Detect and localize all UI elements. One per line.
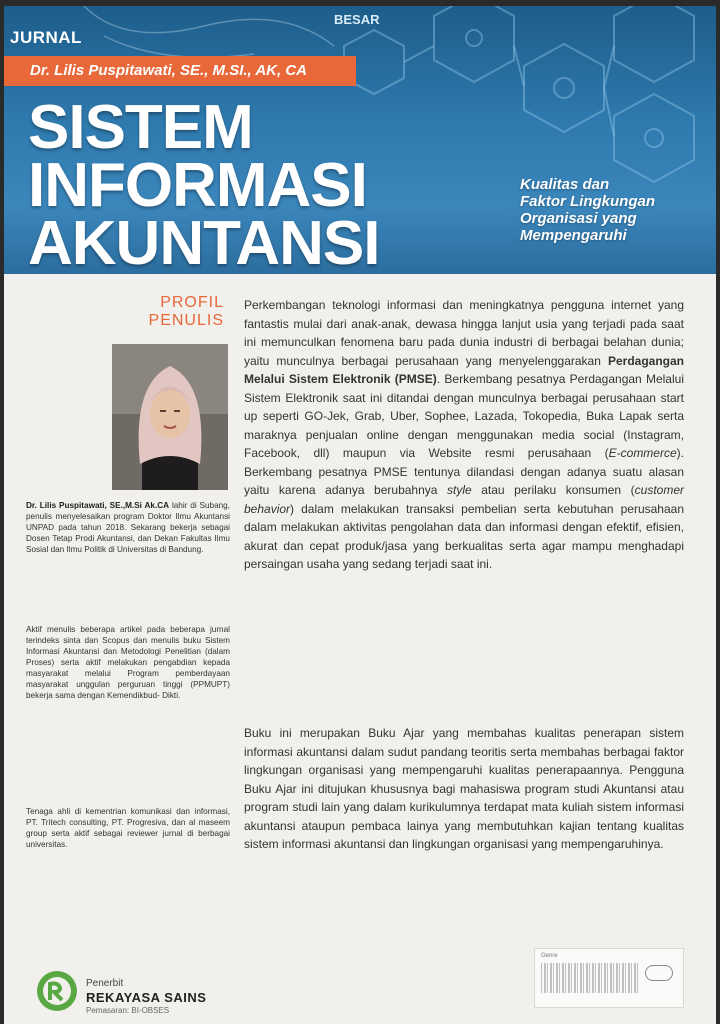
p1-text-e: ) dalam melakukan transaksi pembelian serta kebutuhan perusahaan dalam melakukan aktivitas pengolahan data dan informasi dengan efektif, efisien, akurat dan cepat produk/jasa yang berkualitas serta agar mampu menghadapi persaingan usaha yang sedang terjadi saat ini. [244, 501, 684, 571]
author-photo [112, 344, 228, 490]
price-circle [645, 965, 673, 981]
title-line-3: AKUNTANSI [28, 209, 380, 274]
p1-italic-style: style [447, 483, 472, 497]
book-subtitle [520, 176, 655, 244]
p1-text-d: atau perilaku konsumen ( [471, 483, 635, 497]
p1-italic-customer-behavior: customer behavior [244, 483, 684, 516]
p1-text-b: . Berkembang pesatnya Perdagangan Melalui Sistem Elektronik saat ini ditandai dengan munculnya berbagai perusahaan start up seperti GO-Jek, Grab, Uber, Sophee, Lazada, Tokopedia, Buka Lapak serta maraknya penjualan online dengan menggunakan media social (Instagram, Facebook, dll) maupun via Website resmi perusahaan ( [244, 372, 684, 460]
marketing-info: Pemasaran: BI-OBSES [86, 1006, 170, 1015]
header-fragment-text: BESAR [334, 12, 380, 27]
profile-heading-line-1: PROFIL [160, 294, 224, 311]
bio-paragraph-3: Tenaga ahli di kementrian komunikasi dan informasi, PT. Tritech consulting, PT. Progresiva, dan al maseem group serta aktif sebagai reviewer jurnal di berbagai universitas. [26, 807, 230, 849]
bio-text-1: lahir di Subang, penulis menyelesaikan program Doktor Ilmu Akuntansi UNPAD pada tahun 2018. Sekarang bekerja sebagai Dosen Tetap Prodi Akuntansi, dan Dekan Fakultas Ilmu Sosial dan Ilmu Politik di Universitas di Bandung. [26, 501, 230, 554]
subtitle-line-1: Kualitas dan [520, 176, 610, 193]
book-back-cover [4, 6, 716, 1024]
subtitle-line-4: Mempengaruhi [520, 227, 627, 244]
series-label: JURNAL [10, 28, 82, 47]
description-paragraph-1 [244, 296, 684, 574]
p1-text-c: ). Berkembang pesatnya PMSE tentunya dilandasi dengan adanya suatu alasan yaitu karena adanya berubahnya [244, 446, 684, 497]
bio-author-name: Dr. Lilis Puspitawati, SE.,M.Si Ak.CA [26, 501, 170, 510]
barcode-bars [541, 963, 639, 993]
cover-header-band [4, 6, 716, 274]
title-line-2: INFORMASI [28, 151, 367, 220]
title-line-1: SISTEM [28, 93, 253, 162]
barcode-label: Genre [541, 953, 558, 959]
p1-italic-ecommerce: E-commerce [608, 446, 677, 460]
subtitle-line-3: Organisasi yang [520, 210, 637, 227]
publisher-name: REKAYASA SAINS [86, 990, 207, 1005]
profile-heading [124, 294, 224, 330]
publisher-label: Penerbit [86, 978, 124, 989]
publisher-logo [36, 970, 78, 1012]
author-name: Dr. Lilis Puspitawati, SE., M.SI., AK, CA [30, 62, 307, 79]
bio-paragraph-1 [26, 500, 230, 555]
p1-bold-pmse: Perdagangan Melalui Sistem Elektronik (PMSE) [244, 353, 684, 386]
book-title [28, 93, 380, 274]
description-paragraph-2: Buku ini merupakan Buku Ajar yang membahas kualitas penerapan sistem informasi akuntansi dalam sudut pandang teoritis serta membahas berbagai faktor lingkungan organisasi yang mempengaruhi kualitas penerapaannya. Pengguna Buku Ajar ini ditujukan khususnya bagi mahasiswa program studi Akuntansi atau program studi lain yang dalam kurikulumnya terdapat mata kuliah sistem informasi akuntansi ataupun pembaca lainya yang membutuhkan kajian tentang kualitas sistem informasi akuntansi dan lingkungan organisasi yang mempengaruhinya. [244, 726, 684, 851]
author-portrait-image [112, 344, 228, 490]
bio-paragraph-2: Aktif menulis beberapa artikel pada beberapa jurnal terindeks sinta dan Scopus dan menulis buku Sistem Informasi Akuntansi dan Metodologi Penelitian (dalam Proses) serta aktif melakukan pengabdian kepada masyarakat melalui Program pemberdayaan masyarakat unggulan perguruan tinggi (PPMUPT) bekerja sama dengan Kemendikbud- Dikti. [26, 625, 230, 700]
profile-heading-line-2: PENULIS [148, 312, 224, 329]
barcode-area [534, 948, 684, 1008]
p1-text-a: Perkembangan teknologi informasi dan meningkatnya pengguna internet yang fantastis mulai dari anak-anak, dewasa hingga lanjut usia yang terjadi pada saat ini memunculkan fenomena baru pada dunia industri di berbagai belahan dunia; yaitu munculnya berbagai perusahaan yang menyelenggarakan [244, 298, 684, 368]
subtitle-line-2: Faktor Lingkungan [520, 193, 655, 210]
